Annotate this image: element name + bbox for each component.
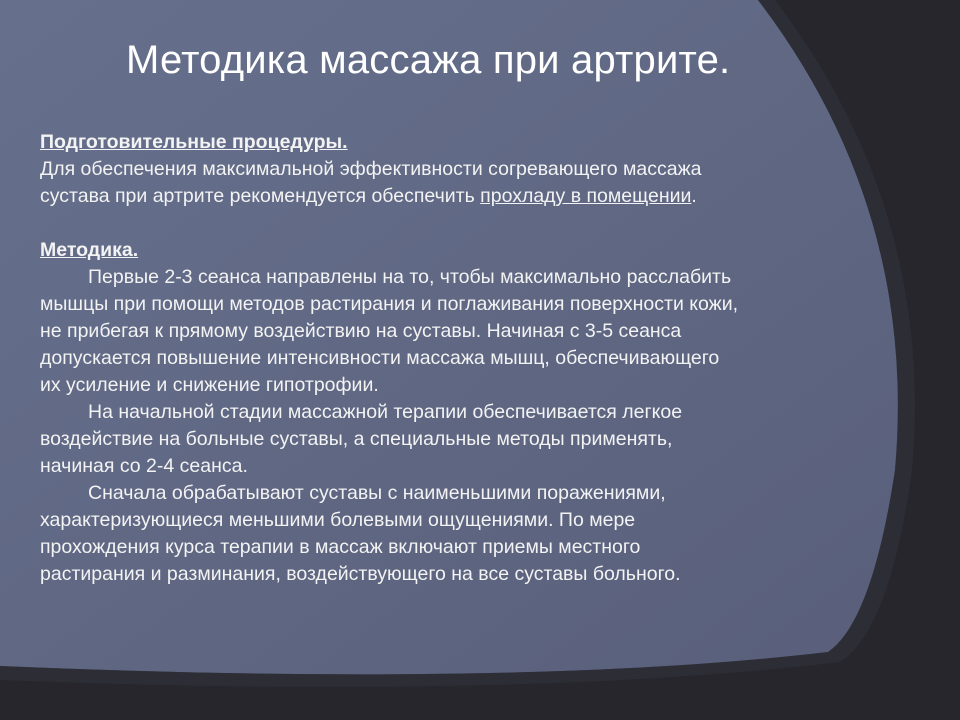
paragraph2-line-3: начиная со 2-4 сеанса. bbox=[40, 455, 248, 477]
section1-line-2 bbox=[40, 183, 900, 210]
paragraph1-line-1: Первые 2-3 сеанса направлены на то, чтобы максимально расслабить bbox=[88, 266, 732, 288]
paragraph3-line-3: прохождения курса терапии в массаж включают приемы местного bbox=[40, 536, 641, 558]
paragraph2-line-1: На начальной стадии массажной терапии обеспечивается легкое bbox=[88, 401, 683, 423]
slide-content bbox=[40, 129, 900, 588]
section1-line-2-text: сустава при артрите рекомендуется обеспечить bbox=[40, 185, 481, 207]
paragraph3-line-4: растирания и разминания, воздействующего на все суставы больного. bbox=[40, 563, 681, 585]
slide-title: Методика массажа при артрите. bbox=[126, 38, 731, 82]
section-heading-method: Методика. bbox=[40, 239, 139, 261]
paragraph1-line-3: не прибегая к прямому воздействию на суставы. Начиная с 3-5 сеанса bbox=[40, 320, 682, 342]
paragraph1-line-2: мышцы при помощи методов растирания и поглаживания поверхности кожи, bbox=[40, 293, 739, 315]
paragraph1-line-4: допускается повышение интенсивности массажа мышц, обеспечивающего bbox=[40, 347, 720, 369]
section-heading-preparation: Подготовительные процедуры. bbox=[40, 131, 348, 153]
section1-line-2-end: . bbox=[691, 185, 697, 207]
blank-line bbox=[40, 210, 900, 237]
cool-room-underlined-text: прохладу в помещении bbox=[480, 185, 692, 207]
section1-line-1: Для обеспечения максимальной эффективности согревающего массажа bbox=[40, 158, 702, 180]
paragraph3-line-2: характеризующиеся меньшими болевыми ощущениями. По мере bbox=[40, 509, 636, 531]
paragraph1-line-5: их усиление и снижение гипотрофии. bbox=[40, 374, 379, 396]
paragraph3-line-1: Сначала обрабатывают суставы с наименьшими поражениями, bbox=[88, 482, 666, 504]
paragraph2-line-2: воздействие на больные суставы, а специальные методы применять, bbox=[40, 428, 673, 450]
